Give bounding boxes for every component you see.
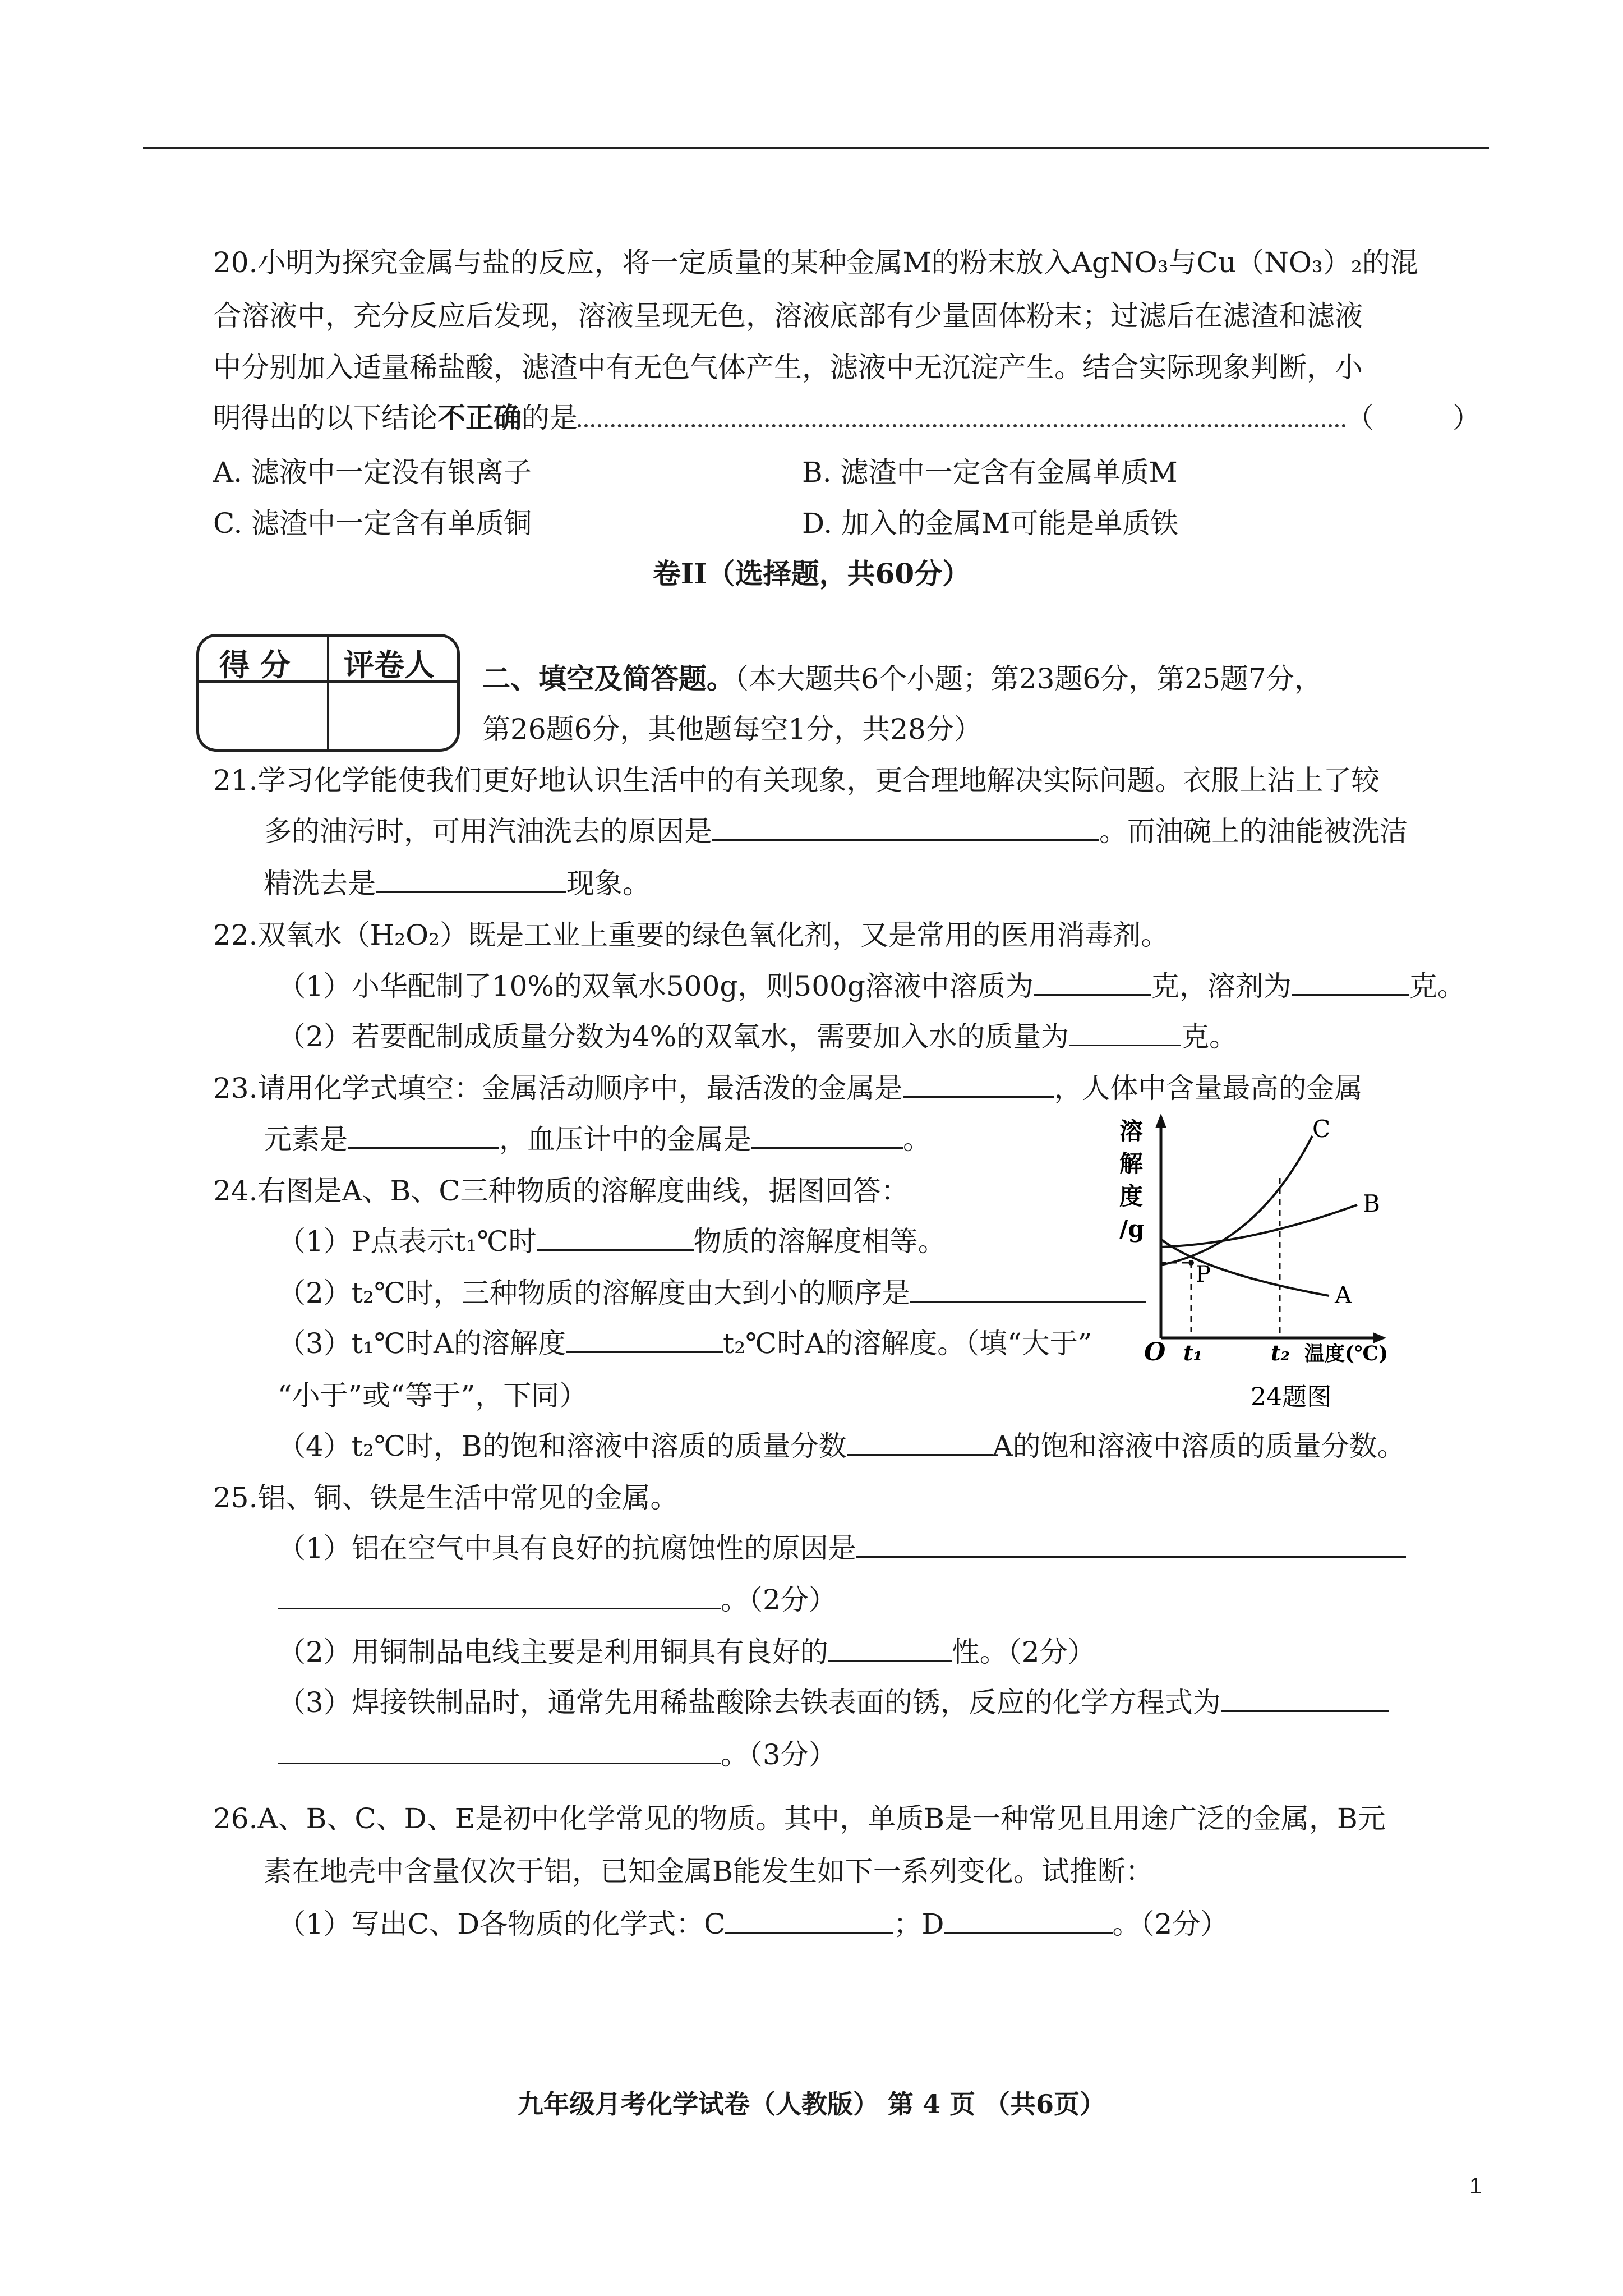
q25-part2 bbox=[278, 1635, 1096, 1669]
point-p-marker bbox=[1188, 1260, 1194, 1266]
q25-p1-line2-post: 。（2分） bbox=[721, 1584, 837, 1616]
q24-blank-4[interactable] bbox=[847, 1429, 993, 1456]
q26-line1: 26.A、B、C、D、E是初中化学常见的物质。其中，单质B是一种常见且用途广泛的金属，B元 bbox=[213, 1802, 1386, 1835]
q26-line2: 素在地壳中含量仅次于铝，已知金属B能发生如下一系列变化。试推断： bbox=[264, 1855, 1154, 1888]
q25-part1-line2 bbox=[278, 1583, 837, 1617]
q24-blank-2[interactable] bbox=[910, 1276, 1146, 1303]
q23-line1 bbox=[213, 1071, 1363, 1105]
q21-line3-pre: 精洗去是 bbox=[264, 867, 376, 900]
q23-line2-pre: 元素是 bbox=[264, 1123, 348, 1156]
q21-line2 bbox=[264, 815, 1408, 848]
solubility-figure bbox=[1116, 1114, 1453, 1428]
q20-paren-open: （ bbox=[1346, 402, 1374, 434]
q24-p2-pre: （2）t₂℃时，三种物质的溶解度由大到小的顺序是 bbox=[278, 1277, 910, 1309]
curve-c-label: C bbox=[1312, 1115, 1331, 1143]
q26-p1-post: 。（2分） bbox=[1112, 1908, 1229, 1940]
ylabel-char-4: /g bbox=[1119, 1215, 1145, 1243]
q24-p1-post: 物质的溶解度相等。 bbox=[693, 1225, 946, 1258]
curve-b-label: B bbox=[1363, 1190, 1380, 1217]
q24-part2 bbox=[278, 1276, 1146, 1310]
q24-p1-pre: （1）P点表示t₁℃时 bbox=[278, 1225, 537, 1258]
q22-p1-post: 克。 bbox=[1409, 970, 1465, 1002]
q21-line2-post: 。而油碗上的油能被洗洁 bbox=[1099, 815, 1408, 848]
header-rule bbox=[143, 147, 1489, 149]
q22-p2-post: 克。 bbox=[1181, 1020, 1238, 1053]
q25-blank-3a[interactable] bbox=[1221, 1686, 1389, 1712]
q21-line1: 21.学习化学能使我们更好地认识生活中的有关现象，更合理地解决实际问题。衣服上沾上了较 bbox=[213, 764, 1380, 797]
q22-part2 bbox=[278, 1020, 1237, 1053]
q20-paren-close: ） bbox=[1453, 402, 1481, 434]
grader-label: 评卷人 bbox=[344, 647, 435, 683]
score-box-divider-v bbox=[327, 637, 329, 749]
q21-blank-2[interactable] bbox=[376, 867, 566, 893]
q25-p1-pre: （1）铝在空气中具有良好的抗腐蚀性的原因是 bbox=[278, 1532, 856, 1565]
q20-option-c: C. 滤渣中一定含有单质铜 bbox=[213, 507, 532, 540]
q24-blank-3[interactable] bbox=[566, 1327, 723, 1353]
q20-line4-post: 的是 bbox=[522, 402, 578, 434]
q23-line1-pre: 23.请用化学式填空：金属活动顺序中，最活泼的金属是 bbox=[213, 1072, 903, 1105]
q23-line2 bbox=[264, 1122, 931, 1156]
curve-a-label: A bbox=[1335, 1281, 1352, 1309]
part2-heading-line bbox=[482, 662, 1322, 696]
q24-part1 bbox=[278, 1225, 946, 1258]
q24-blank-1[interactable] bbox=[537, 1225, 694, 1251]
q24-line1: 24.右图是A、B、C三种物质的溶解度曲线，据图回答： bbox=[213, 1175, 909, 1207]
q25-part1 bbox=[278, 1531, 1406, 1565]
score-label: 得 分 bbox=[219, 647, 291, 683]
ylabel-char-1: 溶 bbox=[1119, 1117, 1144, 1145]
q24-part4 bbox=[278, 1429, 1405, 1463]
q25-blank-1b[interactable] bbox=[278, 1583, 721, 1609]
part2-desc2: 第26题6分，其他题每空1分，共28分） bbox=[482, 713, 982, 746]
q23-blank-1[interactable] bbox=[903, 1071, 1054, 1098]
curve-a bbox=[1161, 1239, 1329, 1296]
q26-p1-mid: ；D bbox=[893, 1908, 944, 1940]
t1-label: t₁ bbox=[1183, 1340, 1203, 1365]
q23-line2-mid: ，血压计中的金属是 bbox=[499, 1123, 751, 1156]
q25-p2-post: 性。（2分） bbox=[951, 1636, 1096, 1668]
ylabel-char-2: 解 bbox=[1119, 1150, 1144, 1177]
q24-part3 bbox=[278, 1327, 1092, 1360]
q24-p4-post: A的饱和溶液中溶质的质量分数。 bbox=[992, 1430, 1405, 1462]
q21-line2-pre: 多的油污时，可用汽油洗去的原因是 bbox=[264, 815, 712, 848]
q23-blank-3[interactable] bbox=[751, 1122, 903, 1149]
q20-emphasis: 不正确 bbox=[437, 401, 522, 434]
q26-blank-d[interactable] bbox=[944, 1907, 1113, 1934]
q25-part3-line2 bbox=[278, 1738, 837, 1772]
page-number: 1 bbox=[1469, 2174, 1482, 2198]
q25-p3-line2-post: 。（3分） bbox=[721, 1738, 837, 1771]
q22-part1 bbox=[278, 969, 1465, 1003]
section-title: 卷II（选择题，共60分） bbox=[652, 557, 971, 590]
y-axis-arrow bbox=[1155, 1114, 1166, 1128]
q23-line2-post: 。 bbox=[903, 1123, 931, 1156]
q23-blank-2[interactable] bbox=[348, 1122, 499, 1149]
point-p-label: P bbox=[1196, 1262, 1211, 1287]
q22-blank-solute[interactable] bbox=[1034, 969, 1151, 996]
q25-p2-pre: （2）用铜制品电线主要是利用铜具有良好的 bbox=[278, 1636, 828, 1668]
q26-blank-c[interactable] bbox=[725, 1907, 893, 1934]
t2-label: t₂ bbox=[1271, 1340, 1290, 1365]
origin-label: O bbox=[1144, 1338, 1166, 1366]
q22-p1-mid: 克，溶剂为 bbox=[1151, 970, 1292, 1002]
part2-heading: 二、填空及简答题。 bbox=[482, 662, 735, 695]
q20-line4 bbox=[213, 401, 1481, 435]
q25-blank-1a[interactable] bbox=[856, 1531, 1406, 1558]
q22-p2-pre: （2）若要配制成质量分数为4%的双氧水，需要加入水的质量为 bbox=[278, 1020, 1069, 1053]
q20-option-d: D. 加入的金属M可能是单质铁 bbox=[802, 507, 1179, 540]
q26-part1 bbox=[278, 1907, 1228, 1941]
q21-blank-1[interactable] bbox=[712, 815, 1099, 841]
q20-line2: 合溶液中，充分反应后发现，溶液呈现无色，溶液底部有少量固体粉末；过滤后在滤渣和滤液 bbox=[213, 300, 1363, 332]
figure-caption: 24题图 bbox=[1251, 1383, 1331, 1411]
q22-p1-pre: （1）小华配制了10%的双氧水500g，则500g溶液中溶质为 bbox=[278, 970, 1034, 1002]
x-axis-label: 温度(℃) bbox=[1304, 1342, 1389, 1365]
q24-p4-pre: （4）t₂℃时，B的饱和溶液中溶质的质量分数 bbox=[278, 1430, 847, 1462]
q25-blank-3b[interactable] bbox=[278, 1738, 721, 1764]
q20-line3: 中分别加入适量稀盐酸，滤渣中有无色气体产生，滤液中无沉淀产生。结合实际现象判断，小 bbox=[213, 351, 1363, 384]
q24-part3-line2: “小于”或“等于”，下同） bbox=[278, 1379, 588, 1412]
score-box bbox=[196, 634, 460, 752]
q25-line1: 25.铝、铜、铁是生活中常见的金属。 bbox=[213, 1481, 679, 1514]
q22-line1: 22.双氧水（H₂O₂）既是工业上重要的绿色氧化剂，又是常用的医用消毒剂。 bbox=[213, 919, 1169, 951]
q25-part3 bbox=[278, 1686, 1389, 1719]
q21-line3 bbox=[264, 867, 651, 900]
q26-p1-pre: （1）写出C、D各物质的化学式：C bbox=[278, 1908, 726, 1940]
part2-desc1: （本大题共6个小题；第23题6分，第25题7分， bbox=[735, 662, 1322, 695]
q24-p3-post: t₂℃时A的溶解度。（填“大于” bbox=[723, 1327, 1092, 1360]
q25-blank-2[interactable] bbox=[828, 1635, 952, 1662]
q20-leader-dots bbox=[578, 405, 1346, 427]
q20-option-b: B. 滤渣中一定含有金属单质M bbox=[802, 456, 1178, 489]
q20-line4-pre: 明得出的以下结论 bbox=[213, 402, 437, 434]
q25-p3-pre: （3）焊接铁制品时，通常先用稀盐酸除去铁表面的锈，反应的化学方程式为 bbox=[278, 1686, 1221, 1719]
q22-blank-solvent[interactable] bbox=[1292, 969, 1409, 996]
ylabel-char-3: 度 bbox=[1119, 1182, 1144, 1210]
q23-line1-post: ，人体中含量最高的金属 bbox=[1054, 1072, 1363, 1105]
q22-blank-water[interactable] bbox=[1069, 1020, 1181, 1046]
page-footer: 九年级月考化学试卷（人教版） 第 4 页 （共6页） bbox=[517, 2089, 1106, 2119]
q24-p3-pre: （3）t₁℃时A的溶解度 bbox=[278, 1327, 566, 1360]
q20-option-a: A. 滤液中一定没有银离子 bbox=[213, 456, 532, 489]
q20-line1: 20.小明为探究金属与盐的反应，将一定质量的某种金属M的粉末放入AgNO₃与Cu（NO₃）₂的混 bbox=[213, 246, 1418, 279]
q21-line3-post: 现象。 bbox=[566, 867, 651, 900]
